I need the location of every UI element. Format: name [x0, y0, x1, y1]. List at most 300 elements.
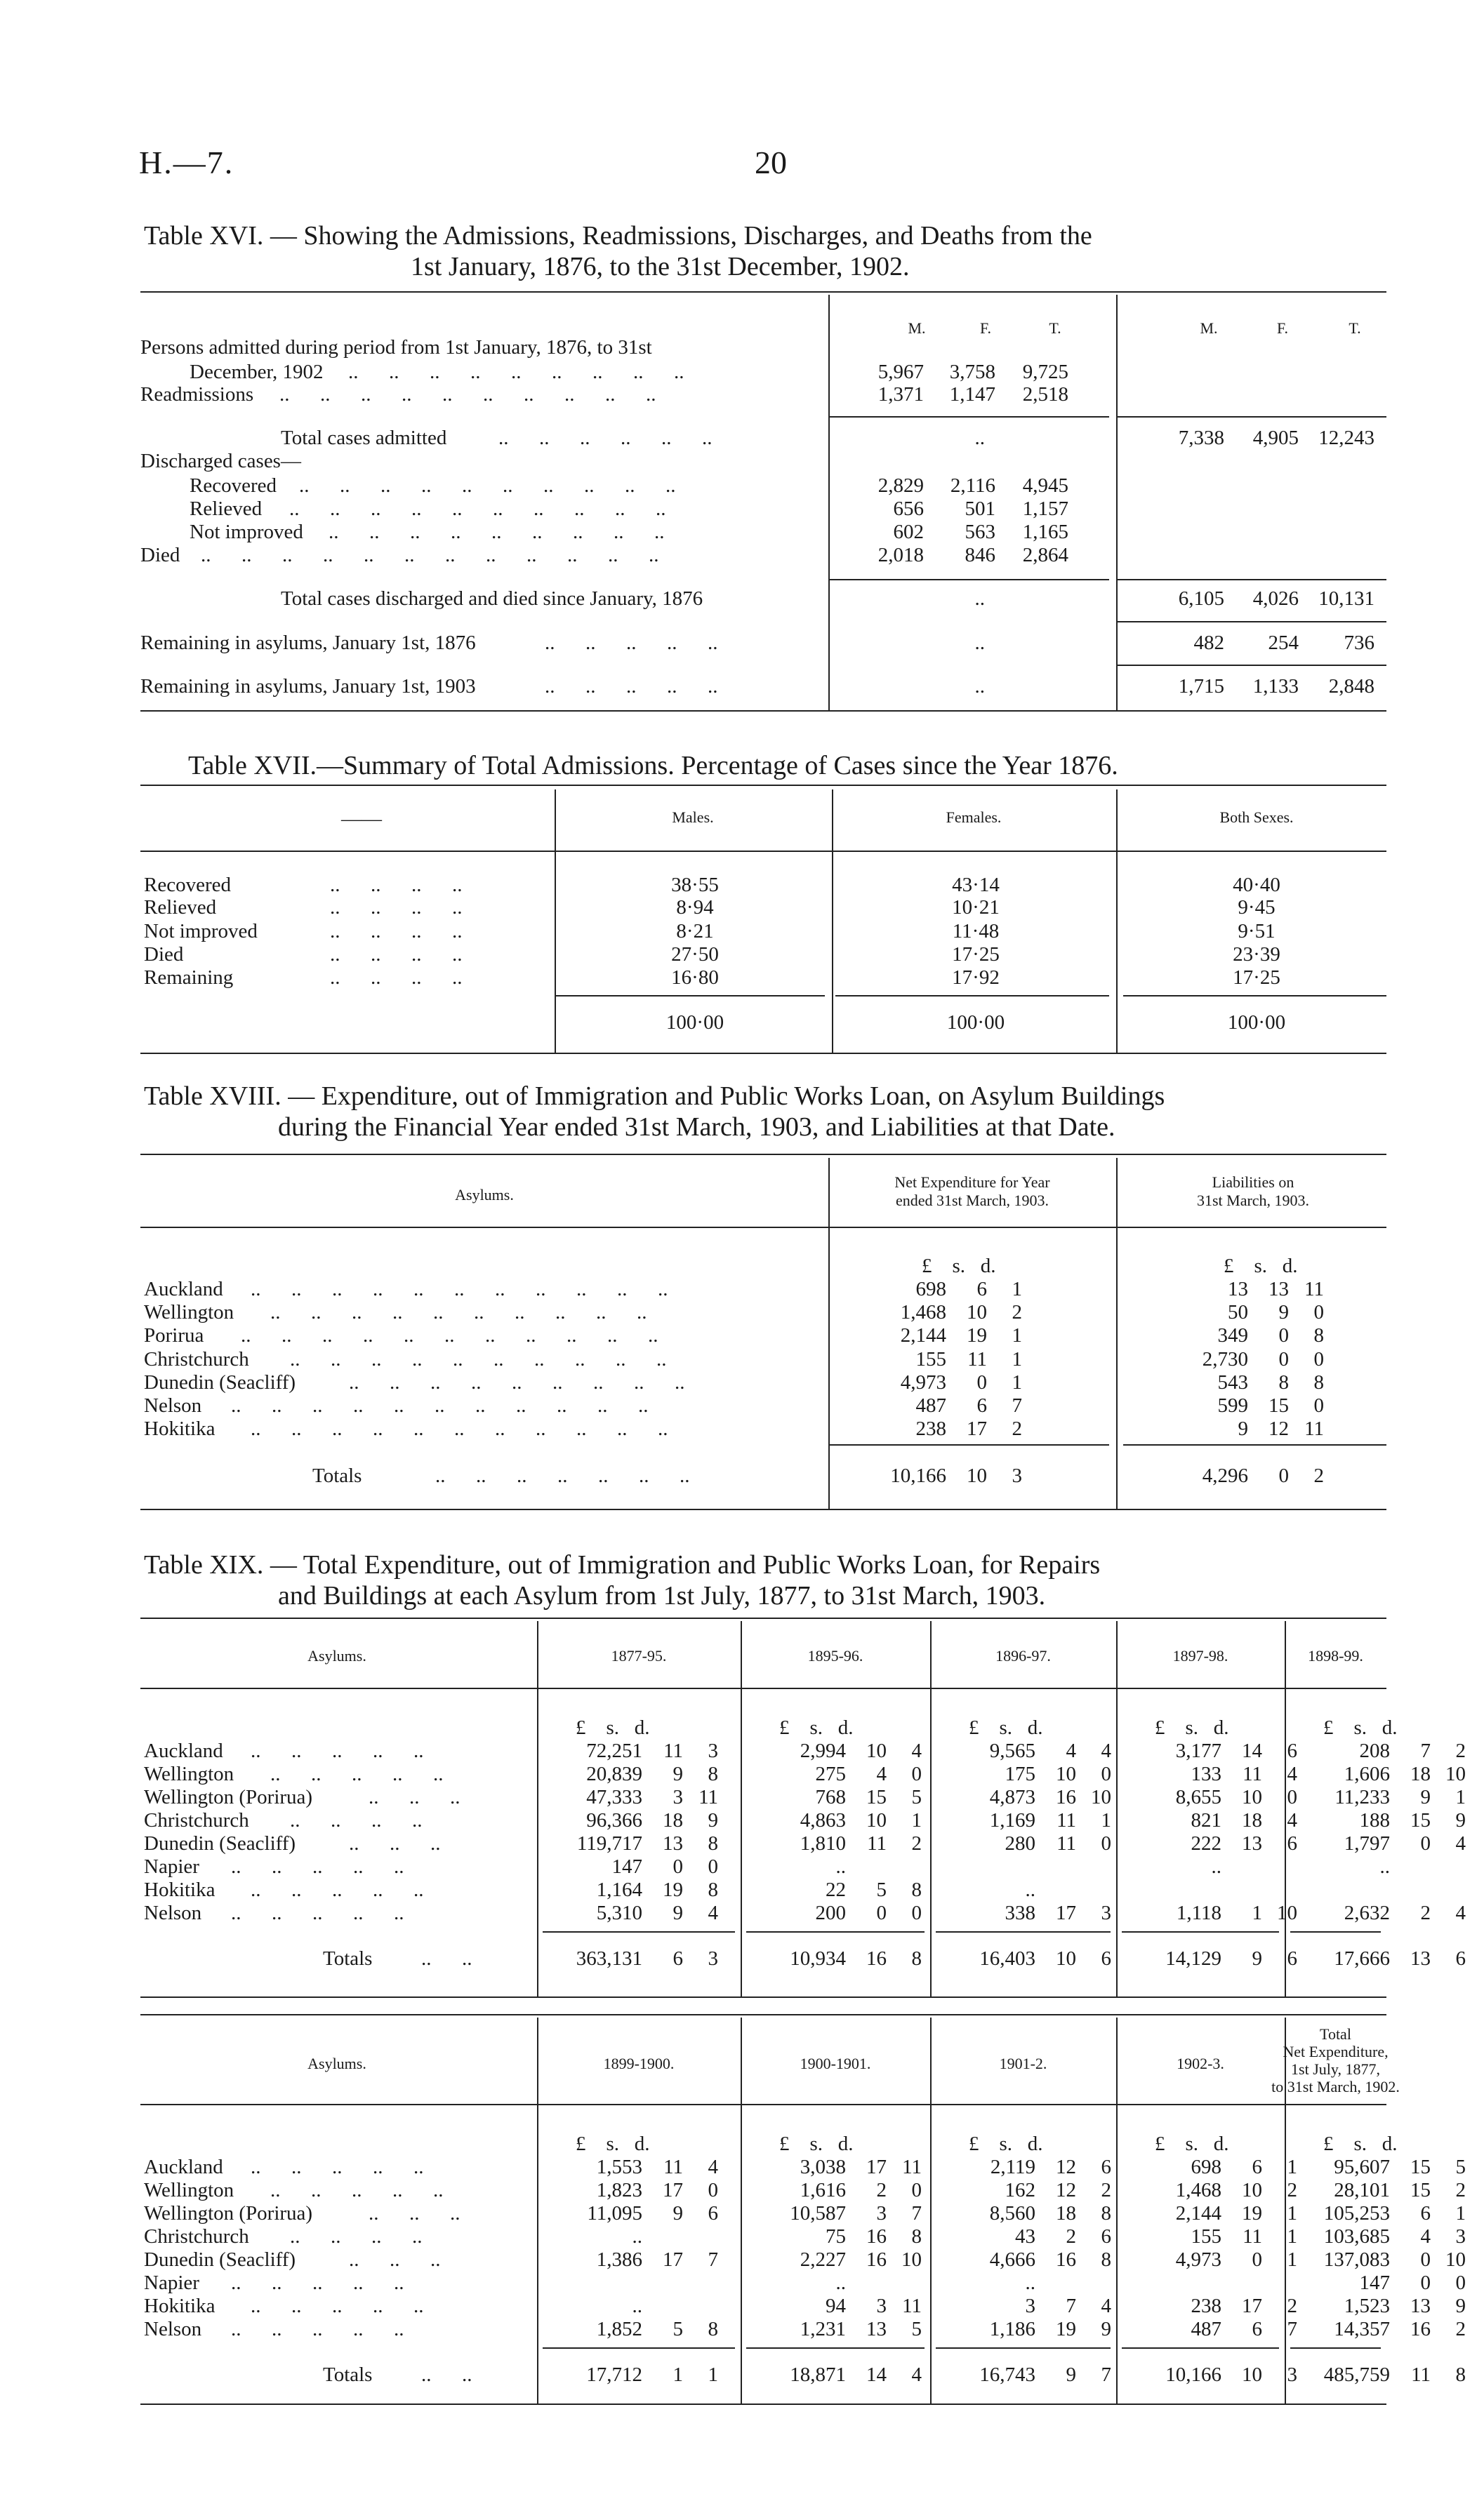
t19-bottom-rule	[140, 2404, 1386, 2405]
t19-cell-pence: 8	[708, 1832, 718, 1855]
t18-totals-label: Totals	[312, 1465, 362, 1487]
t19-empty: ..	[835, 1855, 846, 1878]
t17-bottom-rule	[140, 1053, 1386, 1054]
t19-cell-pence: 1	[911, 1809, 922, 1832]
t19-cell-pence: 5	[911, 2318, 922, 2340]
t19-cell-pence: 2	[1455, 2318, 1466, 2340]
leader-dots: .. .. .. .. ..	[231, 1855, 404, 1878]
t19-cell-shillings: 15	[1410, 2179, 1431, 2201]
t19-cell-pence: 10	[901, 2248, 922, 2271]
t19-cell-pounds: 11,233	[1334, 1786, 1390, 1808]
t19-cell-pounds: 96,366	[586, 1809, 642, 1832]
t19-cell-pounds: 8,560	[989, 2202, 1035, 2225]
t19-cell-shillings: 13	[1410, 2295, 1431, 2317]
t19-cell-shillings: 9	[673, 2202, 683, 2225]
page-code: H.—7.	[139, 145, 234, 180]
leader-dots: .. .. .. .. ..	[545, 632, 718, 654]
leader-dots: .. .. .. ..	[330, 920, 463, 942]
t16-sep	[1116, 579, 1386, 580]
leader-dots: .. ..	[421, 1947, 472, 1970]
t18-head-asylums: Asylums.	[455, 1186, 514, 1204]
t18-net-pence: 1	[1012, 1278, 1022, 1300]
leader-dots: .. .. .. .. .. .. .. .. .. ..	[289, 498, 666, 520]
t19-head-asylums: Asylums.	[307, 2055, 366, 2072]
t16-cell: 4,945	[1022, 474, 1068, 497]
t19-row-label: Wellington (Porirua)	[144, 1786, 313, 1808]
t16-cell: 254	[1268, 632, 1299, 654]
leader-dots: .. .. .. .. .. .. .. .. .. ..	[290, 1348, 667, 1371]
t19-row-label: Wellington	[144, 2179, 234, 2201]
t19-cell-pence: 1	[1287, 2248, 1297, 2271]
t19-sum-rule	[543, 1931, 735, 1933]
leader-dots: .. ..	[421, 2364, 472, 2386]
t19-cell-pence: 11	[698, 1786, 718, 1808]
t19-title-line2: and Buildings at each Asylum from 1st July, 1877, to 31st March, 1903.	[278, 1581, 1046, 1611]
t19-cell-pounds: 768	[815, 1786, 846, 1808]
t16-cell: 2,518	[1022, 383, 1068, 406]
t19-cell-shillings: 11	[663, 2156, 683, 2178]
t18-liab-pounds: 599	[1217, 1394, 1248, 1417]
t16-cell: 1,133	[1252, 675, 1299, 698]
t19-col-head: 1901-2.	[999, 2055, 1047, 2072]
t18-liab-pounds: 13	[1228, 1278, 1248, 1300]
t19-cell-pence: 9	[708, 1809, 718, 1832]
t19-cell-pounds: 2,119	[990, 2156, 1035, 2178]
t19-top-rule	[140, 2014, 1386, 2015]
t19-cell-pence: 6	[1287, 1740, 1297, 1762]
t19-cell-pounds: 1,468	[1175, 2179, 1221, 2201]
t19-empty: ..	[835, 2272, 846, 2294]
t19-cell-pence: 8	[911, 2225, 922, 2248]
t19-row-label: Auckland	[144, 1740, 223, 1762]
t19-cell-pounds: 155	[1191, 2225, 1221, 2248]
leader-dots: .. .. ..	[369, 1786, 461, 1808]
leader-dots: .. .. .. ..	[330, 966, 463, 989]
t19-cell-pence: 4	[1101, 2295, 1111, 2317]
t16-cell: 1,157	[1022, 498, 1068, 520]
t19-total-pounds: 16,743	[979, 2364, 1035, 2386]
t16-cell: 6,105	[1178, 587, 1224, 610]
t17-cell: 40·40	[1233, 874, 1280, 896]
t18-net-pounds: 238	[915, 1418, 946, 1440]
leader-dots: .. .. ..	[349, 1832, 441, 1855]
t17-cell: 11·48	[952, 920, 1000, 942]
t19-row-label: Hokitika	[144, 1879, 216, 1901]
t19-cell-pence: 4	[1287, 1809, 1297, 1832]
t17-sum-rule	[555, 995, 825, 996]
t19-cell-pence: 4	[911, 1740, 922, 1762]
t18-total-net-shillings: 10	[967, 1465, 987, 1487]
t18-net-pounds: 698	[915, 1278, 946, 1300]
t19-cell-shillings: 11	[663, 1740, 683, 1762]
t19-cell-pounds: 9,565	[989, 1740, 1035, 1762]
t19-sum-rule	[746, 1931, 925, 1933]
t18-net-pence: 1	[1012, 1324, 1022, 1347]
t16-col-head: T.	[1349, 319, 1361, 337]
t17-cell: 27·50	[671, 943, 719, 966]
t18-head-net: ended 31st March, 1903.	[895, 1192, 1049, 1209]
t17-cell: 38·55	[671, 874, 719, 896]
t19-cell-shillings: 4	[876, 1763, 887, 1785]
t19-sum-rule	[1290, 1931, 1381, 1933]
t19-cell-pence: 5	[911, 1786, 922, 1808]
t19-cell-pounds: 4,873	[989, 1786, 1035, 1808]
t19-total-pence: 8	[911, 1947, 922, 1970]
t18-row-label: Auckland	[144, 1278, 223, 1300]
t19-unit: £ s. d.	[1323, 2133, 1398, 2155]
t18-net-shillings: 19	[967, 1324, 987, 1347]
t19-cell-pounds: 103,685	[1323, 2225, 1390, 2248]
t19-col-head: 1902-3.	[1177, 2055, 1224, 2072]
t17-head-males: Males.	[672, 808, 714, 826]
t19-cell-pounds: 28,101	[1334, 2179, 1390, 2201]
t19-cell-pence: 8	[1101, 2202, 1111, 2225]
t19-row-label: Napier	[144, 2272, 199, 2294]
t19-row-label: Christchurch	[144, 2225, 249, 2248]
t16-bottom-rule	[140, 710, 1386, 712]
t18-total-liab-shillings: 0	[1278, 1465, 1289, 1487]
t19-cell-pence: 6	[1101, 2156, 1111, 2178]
t18-liab-pence: 8	[1313, 1371, 1324, 1394]
t17-sum-rule	[1123, 995, 1386, 996]
leader-dots: .. .. .. .. .. .. .. .. ..	[349, 1371, 685, 1394]
t19-sum-rule	[936, 2347, 1111, 2349]
t19-cell-shillings: 16	[866, 2225, 887, 2248]
t16-row-label: Remaining in asylums, January 1st, 1876	[140, 632, 476, 654]
t19-col-head: 1877-95.	[611, 1647, 667, 1665]
t19-cell-pounds: 1,386	[596, 2248, 642, 2271]
t19-row-label: Hokitika	[144, 2295, 216, 2317]
t19-cell-shillings: 18	[1242, 1809, 1262, 1832]
t19-cell-shillings: 16	[866, 2248, 887, 2271]
t18-liab-pence: 0	[1313, 1348, 1324, 1371]
t16-row-label: Readmissions	[140, 383, 254, 406]
t19-cell-pounds: 5,310	[596, 1902, 642, 1924]
t19-total-shillings: 10	[1242, 2364, 1262, 2386]
t19-cell-pounds: 20,839	[586, 1763, 642, 1785]
t19-total-shillings: 9	[1066, 2364, 1076, 2386]
t19-cell-pounds: 1,169	[989, 1809, 1035, 1832]
t16-row-label: December, 1902	[190, 361, 324, 383]
t19-cell-shillings: 7	[1420, 1740, 1431, 1762]
t19-col-head: Total	[1320, 2025, 1351, 2043]
t18-row-label: Nelson	[144, 1394, 202, 1417]
t19-cell-pounds: 105,253	[1323, 2202, 1390, 2225]
t19-totals-label: Totals	[323, 1947, 373, 1970]
t16-sep	[828, 416, 1109, 418]
t19-sum-rule	[1122, 2347, 1279, 2349]
t18-net-pounds: 4,973	[900, 1371, 946, 1394]
t19-row-label: Wellington	[144, 1763, 234, 1785]
t19-cell-shillings: 16	[1056, 1786, 1076, 1808]
t16-cell: 12,243	[1318, 427, 1374, 449]
t19-cell-shillings: 13	[663, 1832, 683, 1855]
t19-empty: ..	[1211, 1855, 1221, 1878]
t19-cell-shillings: 19	[663, 1879, 683, 1901]
t19-cell-pounds: 1,810	[800, 1832, 846, 1855]
t19-cell-pence: 10	[1445, 1763, 1466, 1785]
t19-cell-pence: 9	[1455, 2295, 1466, 2317]
t19-cell-shillings: 14	[1242, 1740, 1262, 1762]
t19-cell-pence: 8	[1101, 2248, 1111, 2271]
t19-cell-shillings: 18	[663, 1809, 683, 1832]
t19-empty: ..	[1379, 1855, 1390, 1878]
t19-cell-shillings: 2	[1420, 1902, 1431, 1924]
t18-sum-rule	[1123, 1444, 1386, 1446]
t17-row-label: Not improved	[144, 920, 258, 942]
t19-cell-shillings: 11	[1056, 1832, 1076, 1855]
t19-sum-rule	[1122, 1931, 1279, 1933]
t19-cell-pence: 10	[1277, 1902, 1297, 1924]
t19-cell-shillings: 19	[1056, 2318, 1076, 2340]
t16-top-rule	[140, 291, 1386, 293]
t19-cell-pence: 9	[1455, 1809, 1466, 1832]
t19-col-head: Net Expenditure,	[1283, 2043, 1389, 2060]
t19-unit: £ s. d.	[969, 1716, 1043, 1739]
t19-cell-pence: 8	[708, 2318, 718, 2340]
t19-cell-pounds: 1,231	[800, 2318, 846, 2340]
t18-net-shillings: 6	[976, 1394, 987, 1417]
t16-col-head: M.	[908, 319, 926, 337]
t17-cell: 8·94	[676, 896, 714, 919]
t18-liab-shillings: 9	[1278, 1301, 1289, 1324]
t18-net-pence: 1	[1012, 1371, 1022, 1394]
t18-row-label: Porirua	[144, 1324, 204, 1347]
t19-cell-shillings: 11	[867, 1832, 887, 1855]
t19-cell-pence: 10	[1091, 1786, 1111, 1808]
t19-total-pence: 6	[1287, 1947, 1297, 1970]
t19-cell-pounds: 75	[826, 2225, 846, 2248]
t17-col-rule-3	[1116, 789, 1118, 1053]
t17-cell: 9·45	[1238, 896, 1276, 919]
t19-cell-pence: 1	[1101, 1809, 1111, 1832]
t19-cell-pence: 7	[911, 2202, 922, 2225]
t18-liab-shillings: 12	[1268, 1418, 1289, 1440]
t19-row-label: Wellington (Porirua)	[144, 2202, 313, 2225]
leader-dots: .. .. .. .. .. .. .. .. .. ..	[270, 1301, 647, 1324]
t19-cell-pence: 7	[708, 2248, 718, 2271]
t19-cell-shillings: 15	[866, 1786, 887, 1808]
t16-cell: 846	[965, 544, 995, 566]
t19-cell-shillings: 9	[673, 1763, 683, 1785]
t19-row-label: Dunedin (Seacliff)	[144, 1832, 296, 1855]
t16-cell: 2,116	[950, 474, 995, 497]
t19-cell-pounds: 4,863	[800, 1809, 846, 1832]
t19-cell-pounds: 1,616	[800, 2179, 846, 2201]
t19-cell-pounds: 14,357	[1334, 2318, 1390, 2340]
t19-cell-pence: 1	[1287, 2225, 1297, 2248]
t19-total-pence: 6	[1101, 1947, 1111, 1970]
t19-cell-shillings: 11	[1243, 1763, 1262, 1785]
t19-cell-pence: 4	[1455, 1832, 1466, 1855]
t19-cell-pounds: 3,177	[1175, 1740, 1221, 1762]
t19-cell-pounds: 275	[815, 1763, 846, 1785]
t16-sep	[1116, 665, 1386, 666]
t16-cell: 1,371	[877, 383, 924, 406]
t19-col-head: 1st July, 1877,	[1291, 2060, 1380, 2078]
leader-dots: .. .. .. .. .. .. .. .. .. .. ..	[251, 1418, 668, 1440]
t19-cell-pence: 2	[1287, 2179, 1297, 2201]
t19-cell-pounds: 238	[1191, 2295, 1221, 2317]
t16-cell: ..	[974, 675, 985, 698]
t19-total-pence: 4	[911, 2364, 922, 2386]
t19-total-pence: 6	[1455, 1947, 1466, 1970]
t19-cell-pence: 0	[1287, 1786, 1297, 1808]
t17-cell: 10·21	[952, 896, 1000, 919]
t19-cell-pounds: 698	[1191, 2156, 1221, 2178]
t16-cell: 4,026	[1252, 587, 1299, 610]
t19-col-head: to 31st March, 1902.	[1271, 2078, 1400, 2095]
t19-cell-shillings: 13	[866, 2318, 887, 2340]
t19-cell-pence: 4	[708, 2156, 718, 2178]
t17-row-label: Remaining	[144, 966, 234, 989]
t17-cell: 8·21	[676, 920, 714, 942]
t18-liab-pence: 0	[1313, 1394, 1324, 1417]
t18-net-pence: 1	[1012, 1348, 1022, 1371]
t18-net-shillings: 6	[976, 1278, 987, 1300]
t17-total: 100·00	[1227, 1011, 1286, 1034]
t18-liab-pounds: 50	[1228, 1301, 1248, 1324]
t19-cell-shillings: 17	[663, 2179, 683, 2201]
t18-row-label: Christchurch	[144, 1348, 249, 1371]
t19-total-shillings: 1	[673, 2364, 683, 2386]
leader-dots: .. .. .. .. ..	[545, 675, 718, 698]
leader-dots: .. .. .. .. ..	[251, 1740, 424, 1762]
t18-title-line1: Table XVIII. — Expenditure, out of Immigration and Public Works Loan, on Asylum Buildings	[144, 1081, 1165, 1111]
t19-cell-pounds: 222	[1191, 1832, 1221, 1855]
t19-unit: £ s. d.	[1155, 2133, 1229, 2155]
t16-title-line2: 1st January, 1876, to the 31st December, 1902.	[411, 252, 910, 281]
t19-total-pounds: 485,759	[1323, 2364, 1390, 2386]
t19-cell-pence: 2	[1455, 1740, 1466, 1762]
t19-cell-shillings: 3	[673, 1786, 683, 1808]
t19-cell-pence: 0	[911, 2179, 922, 2201]
t17-cell: 43·14	[952, 874, 1000, 896]
t19-cell-shillings: 2	[1066, 2225, 1076, 2248]
t19-cell-pence: 3	[1101, 1902, 1111, 1924]
t19-cell-pounds: 487	[1191, 2318, 1221, 2340]
t19-cell-shillings: 6	[1252, 2156, 1262, 2178]
t19-unit: £ s. d.	[779, 2133, 854, 2155]
t19-cell-pounds: 280	[1005, 1832, 1035, 1855]
t18-net-pounds: 487	[915, 1394, 946, 1417]
t18-head-net: Net Expenditure for Year	[894, 1173, 1050, 1191]
t19-cell-shillings: 4	[1066, 1740, 1076, 1762]
leader-dots: .. .. .. ..	[330, 896, 463, 919]
t19-row-label: Nelson	[144, 2318, 202, 2340]
t19-cell-pounds: 47,333	[586, 1786, 642, 1808]
t17-head-females: Females.	[946, 808, 1002, 826]
t19-total-pence: 7	[1101, 2364, 1111, 2386]
t19-total-pence: 1	[708, 2364, 718, 2386]
t18-liab-pounds: 349	[1217, 1324, 1248, 1347]
t19-cell-pounds: 175	[1005, 1763, 1035, 1785]
t19-cell-pounds: 338	[1005, 1902, 1035, 1924]
t19-cell-pounds: 1,186	[989, 2318, 1035, 2340]
t19-totals-label: Totals	[323, 2364, 373, 2386]
t16-cell: 501	[965, 498, 995, 520]
t19-cell-shillings: 6	[1420, 2202, 1431, 2225]
t16-title-line1: Table XVI. — Showing the Admissions, Readmissions, Discharges, and Deaths from the	[144, 221, 1092, 251]
t16-cell: 2,864	[1022, 544, 1068, 566]
t19-total-pence: 3	[1287, 2364, 1297, 2386]
t18-net-shillings: 11	[967, 1348, 987, 1371]
t16-cell: ..	[974, 587, 985, 610]
t19-empty: ..	[1025, 2272, 1035, 2294]
leader-dots: .. .. .. .. ..	[251, 2295, 424, 2317]
leader-dots: .. .. .. .. .. .. .. .. .. .. ..	[251, 1278, 668, 1300]
t18-row-label: Wellington	[144, 1301, 234, 1324]
t19-cell-pence: 2	[1101, 2179, 1111, 2201]
t18-liab-shillings: 15	[1268, 1394, 1289, 1417]
leader-dots: .. .. .. .. ..	[251, 2156, 424, 2178]
t17-row-label: Recovered	[144, 874, 231, 896]
t19-cell-shillings: 6	[1252, 2318, 1262, 2340]
t19-cell-shillings: 17	[663, 2248, 683, 2271]
t19-cell-pounds: 188	[1359, 1809, 1390, 1832]
t19-cell-pounds: 1,852	[596, 2318, 642, 2340]
t19-cell-pence: 0	[911, 1763, 922, 1785]
t18-liab-pence: 0	[1313, 1301, 1324, 1324]
t19-cell-shillings: 10	[866, 1809, 887, 1832]
t18-liab-pounds: 543	[1217, 1371, 1248, 1394]
leader-dots: .. .. .. .. ..	[270, 2179, 444, 2201]
t19-cell-shillings: 18	[1056, 2202, 1076, 2225]
t19-total-shillings: 6	[673, 1947, 683, 1970]
t19-cell-shillings: 4	[1420, 2225, 1431, 2248]
t18-total-liab-pence: 2	[1313, 1465, 1324, 1487]
t19-unit: £ s. d.	[779, 1716, 854, 1739]
t16-cell: 2,848	[1328, 675, 1374, 698]
t19-cell-shillings: 2	[876, 2179, 887, 2201]
t18-total-net-pounds: 10,166	[890, 1465, 946, 1487]
t19-cell-pounds: 3	[1025, 2295, 1035, 2317]
t19-unit: £ s. d.	[576, 2133, 650, 2155]
t19-unit: £ s. d.	[576, 1716, 650, 1739]
t19-cell-pence: 2	[911, 1832, 922, 1855]
t19-cell-pounds: 1,164	[596, 1879, 642, 1901]
t17-cell: 17·25	[1233, 966, 1280, 989]
t17-cell: 17·92	[952, 966, 1000, 989]
t17-cell: 16·80	[671, 966, 719, 989]
t19-cell-pence: 1	[1455, 1786, 1466, 1808]
t19-cell-pounds: 4,666	[989, 2248, 1035, 2271]
t16-sep	[828, 579, 1109, 580]
t19-cell-pounds: 22	[826, 1879, 846, 1901]
t16-row-label: Recovered	[190, 474, 277, 497]
t19-total-pence: 8	[1455, 2364, 1466, 2386]
leader-dots: .. .. .. .. .. .. .. .. .. ..	[299, 474, 676, 497]
t19-cell-shillings: 0	[876, 1902, 887, 1924]
t18-net-shillings: 17	[967, 1418, 987, 1440]
t16-cell: 482	[1193, 632, 1224, 654]
t19-cell-pounds: 8,655	[1175, 1786, 1221, 1808]
t19-cell-pounds: 1,523	[1344, 2295, 1390, 2317]
t19-cell-shillings: 0	[1420, 1832, 1431, 1855]
t19-total-pounds: 10,934	[790, 1947, 846, 1970]
leader-dots: .. .. .. ..	[330, 874, 463, 896]
t18-net-pence: 2	[1012, 1301, 1022, 1324]
t19-cell-pounds: 2,994	[800, 1740, 846, 1762]
t19-cell-pounds: 94	[826, 2295, 846, 2317]
t16-cell: 7,338	[1178, 427, 1224, 449]
t19-cell-shillings: 13	[1242, 1832, 1262, 1855]
t19-cell-pence: 0	[1455, 2272, 1466, 2294]
t19-col-head: 1897-98.	[1172, 1647, 1228, 1665]
t16-row-label: Total cases admitted	[281, 427, 447, 449]
t19-cell-shillings: 3	[876, 2295, 887, 2317]
t19-cell-shillings: 10	[1056, 1763, 1076, 1785]
